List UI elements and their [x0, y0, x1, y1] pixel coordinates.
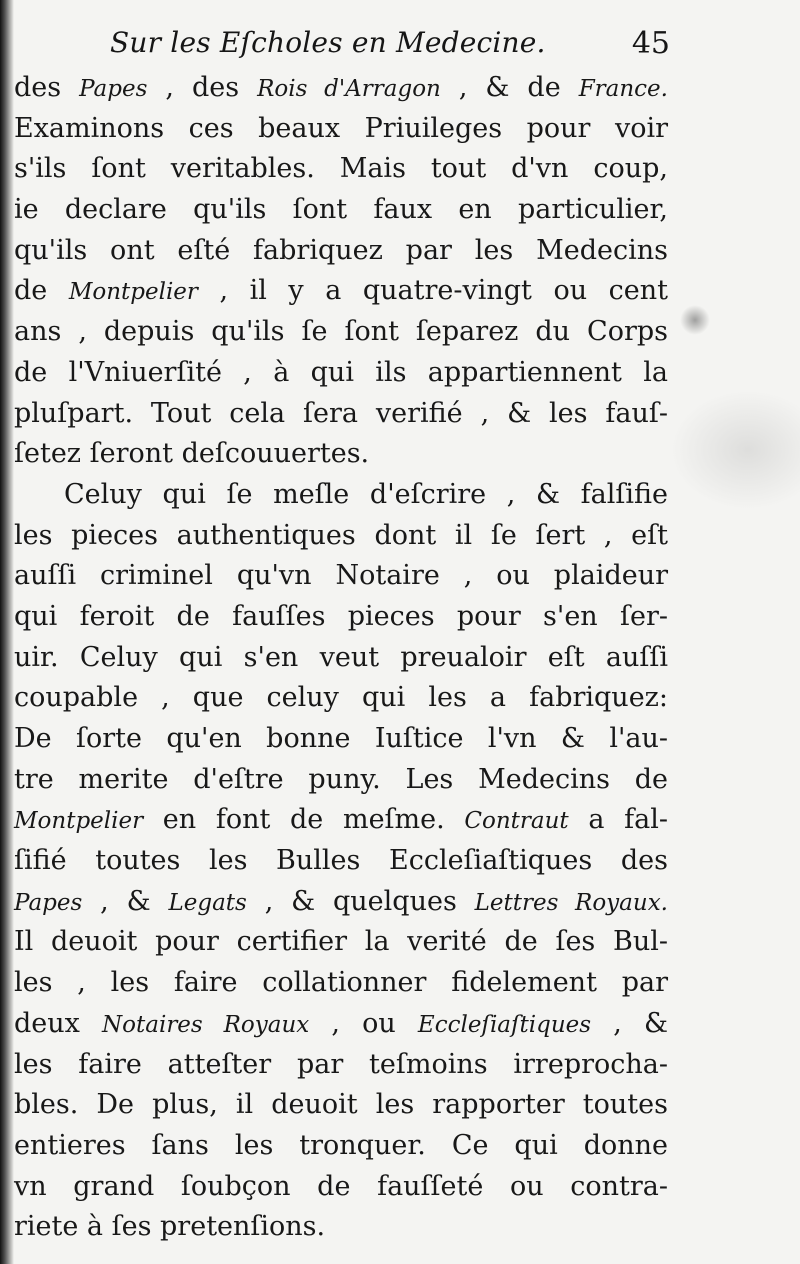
text-line [14, 1085, 668, 1126]
text-line [14, 231, 668, 272]
text-segment: De ſorte qu'en bonne Iuſtice l'vn & l'au- [14, 723, 668, 754]
text-segment: auſſi criminel qu'vn Notaire , ou plaideur [14, 560, 668, 592]
text-segment: des [14, 72, 80, 103]
text-segment: , & [591, 1007, 668, 1039]
text-segment: , des [147, 72, 258, 103]
text-segment: en font de meſme. [143, 804, 465, 836]
text-segment: qu'ils ont eſté fabriquez par les Medecins [14, 234, 668, 266]
text-segment: , il y a quatre-vingt ou cent [197, 275, 668, 307]
text-segment: s'ils ſont veritables. Mais tout d'vn coup, [14, 153, 668, 185]
text-segment: Il deuoit pour certifier la verité de ſes Bul- [14, 926, 668, 958]
italic-segment: Legats [168, 889, 247, 916]
italic-segment: Contraut [464, 808, 569, 835]
text-line [14, 516, 668, 557]
ink-spot [680, 305, 710, 335]
text-line [14, 1045, 668, 1086]
body-text [14, 68, 668, 1248]
text-line [14, 1207, 668, 1248]
text-line [14, 271, 668, 312]
page-number: 45 [631, 26, 670, 61]
text-line [14, 190, 668, 231]
show-through-stain [670, 390, 800, 510]
italic-segment: Notaires Royaux [102, 1011, 310, 1038]
text-line [14, 68, 668, 109]
text-line [14, 353, 668, 394]
text-line [14, 1167, 668, 1208]
text-line [14, 719, 668, 760]
text-line [14, 1126, 668, 1167]
text-line [14, 312, 668, 353]
text-segment: coupable , que celuy qui les a fabriquez: [14, 682, 668, 714]
text-segment: , & de [440, 72, 579, 103]
text-segment: riete à ſes pretenſions. [14, 1211, 326, 1243]
text-line [14, 1004, 668, 1045]
binding-shadow [0, 0, 14, 1264]
italic-segment: Montpelier [14, 808, 144, 835]
text-segment: ſifié toutes les Bulles Eccleſiaſtiques des [14, 845, 668, 877]
italic-segment: Montpelier [68, 279, 198, 306]
text-line [14, 963, 668, 1004]
text-line [14, 434, 668, 475]
text-line [14, 800, 668, 841]
text-segment: ans , depuis qu'ils ſe ſont ſeparez du Corps [14, 316, 668, 348]
text-segment: les , les faire collationner fidelement par [14, 967, 668, 999]
text-segment: ie declare qu'ils ſont faux en particulier, [14, 194, 668, 226]
text-segment: Examinons ces beaux Priuileges pour voir [14, 112, 668, 144]
italic-segment: Papes [14, 889, 83, 916]
text-segment: deux [14, 1007, 103, 1039]
text-segment: pluſpart. Tout cela ſera verifié , & les fauſ- [14, 397, 668, 429]
text-segment: uir. Celuy qui s'en veut preualoir eſt auſſi [14, 641, 668, 673]
text-segment: de [14, 275, 69, 307]
text-segment: , & [82, 885, 169, 917]
text-line [14, 597, 668, 638]
text-segment: ſetez ſeront deſcouuertes. [14, 438, 370, 470]
text-segment: Celuy qui ſe meſle d'eſcrire , & falſifie [64, 478, 668, 510]
italic-segment: Papes [79, 76, 148, 102]
text-segment: les pieces authentiques dont il ſe ſert , eſt [14, 519, 668, 551]
text-line [14, 760, 668, 801]
text-line [14, 678, 668, 719]
text-segment: a fal- [568, 804, 668, 836]
text-segment: entieres ſans les tronquer. Ce qui donne [14, 1129, 668, 1161]
text-line [14, 638, 668, 679]
text-line [14, 149, 668, 190]
text-line [14, 109, 668, 150]
text-line [14, 556, 668, 597]
text-segment: qui feroit de fauſſes pieces pour s'en ſer- [14, 600, 668, 632]
text-segment: vn grand ſoubçon de fauſſeté ou contra- [14, 1170, 668, 1202]
text-segment: tre merite d'eſtre puny. Les Medecins de [14, 763, 668, 795]
italic-segment: Lettres Royaux. [474, 889, 668, 916]
page-header [110, 26, 670, 70]
italic-segment: Eccleſiaſtiques [417, 1011, 592, 1038]
text-line [14, 841, 668, 882]
text-segment: , ou [309, 1007, 418, 1039]
italic-segment: Rois d'Arragon [257, 76, 441, 102]
text-line [14, 882, 668, 923]
text-segment: , & quelques [246, 885, 475, 917]
text-segment: bles. De plus, il deuoit les rapporter toutes [14, 1089, 668, 1121]
text-line [14, 394, 668, 435]
text-segment: de l'Vniuerſité , à qui ils appartiennent la [14, 356, 668, 388]
text-line [14, 475, 668, 516]
text-segment: les faire atteſter par teſmoins irreprocha- [14, 1048, 668, 1080]
text-line [14, 922, 668, 963]
running-head: Sur les Eſcholes en Medecine. [110, 26, 546, 59]
italic-segment: France. [578, 76, 668, 102]
